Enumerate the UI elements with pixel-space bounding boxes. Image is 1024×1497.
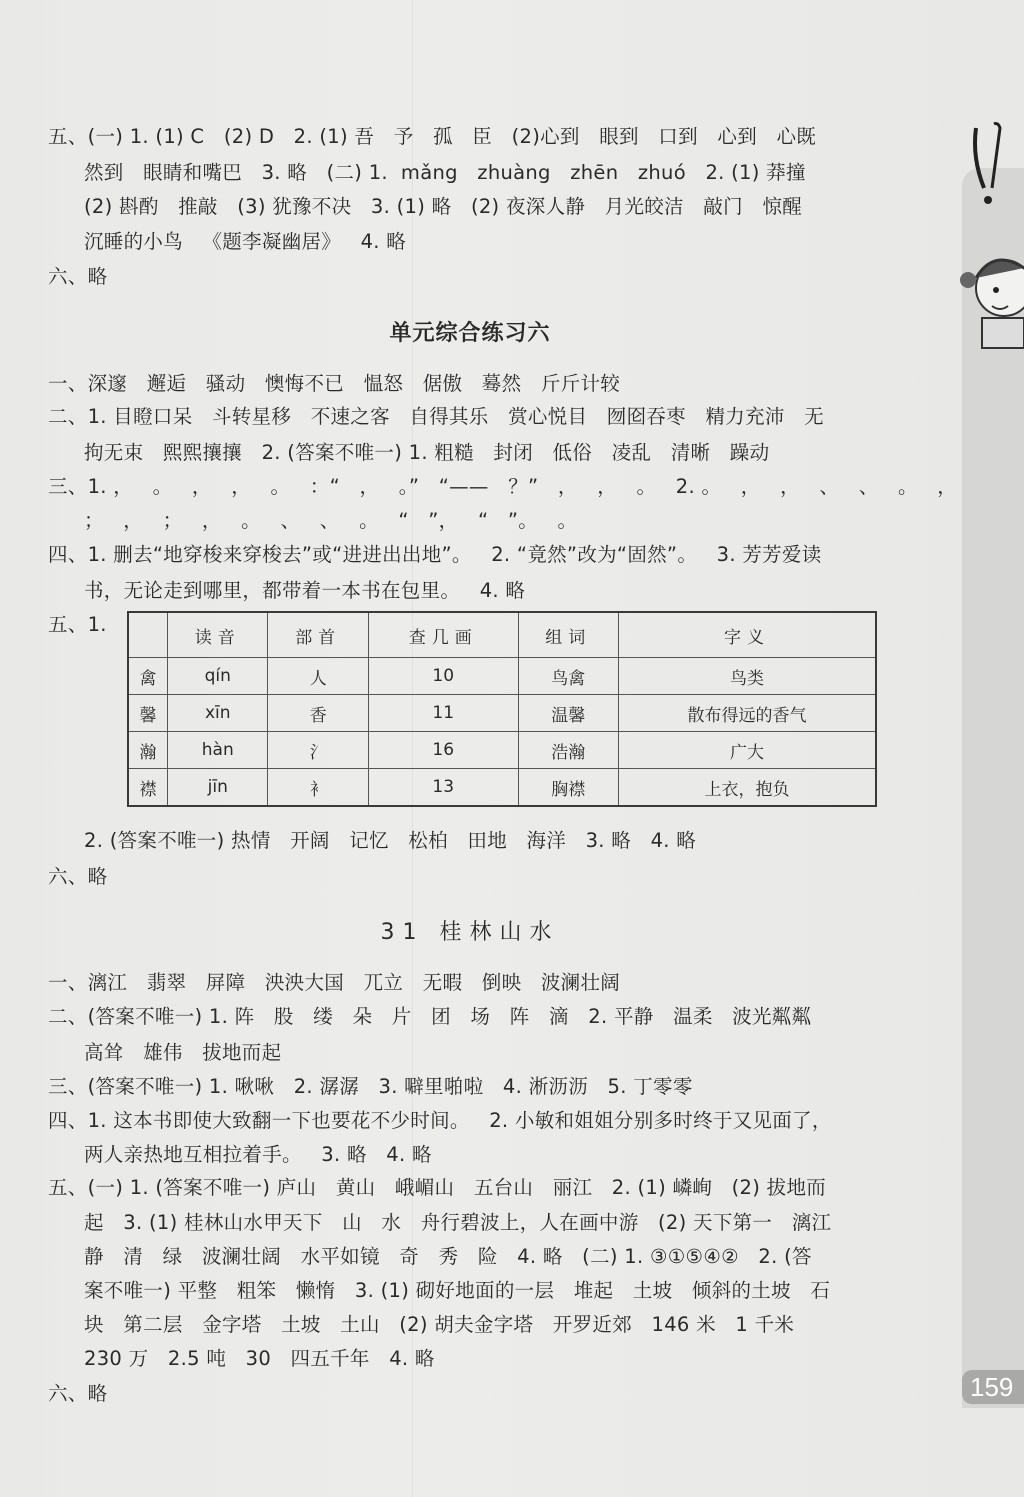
prev-line-5: 六、略 — [48, 265, 108, 288]
unit-line-5: ； ， ； ， 。 、 、 。 “ ”， “ ”。 。 — [84, 509, 578, 532]
table-row — [128, 658, 876, 695]
mascot-girl-icon — [954, 118, 1024, 358]
lesson-line-10: 案不唯一) 平整 粗笨 懒惰 3. (1) 砌好地面的一层 堆起 土坡 倾斜的土坡 石 — [84, 1279, 831, 1302]
prev-line-3: (2) 斟酌 推敲 (3) 犹豫不决 3. (1) 略 (2) 夜深人静 月光皎洁 敲门 惊醒 — [84, 195, 803, 218]
table-row — [128, 695, 876, 732]
table-cell: 氵 — [268, 732, 368, 769]
unit-line-10: 六、略 — [48, 865, 108, 888]
lesson-title: 31 桂林山水 — [380, 920, 560, 945]
table-cell: 温馨 — [518, 695, 618, 732]
table-cell: 浩瀚 — [518, 732, 618, 769]
table-header: 部首 — [268, 612, 368, 658]
lesson-line-1: 一、漓江 翡翠 屏障 泱泱大国 兀立 无暇 倒映 波澜壮阔 — [48, 971, 621, 994]
table-header: 查几画 — [368, 612, 518, 658]
table-header: 读音 — [168, 612, 268, 658]
table-row — [128, 732, 876, 769]
prev-line-4: 沉睡的小鸟 《题李凝幽居》 4. 略 — [84, 230, 407, 253]
table-cell: 11 — [368, 695, 518, 732]
table-cell: 瀚 — [128, 732, 168, 769]
table-cell: 鸟类 — [618, 658, 876, 695]
table-cell: xīn — [168, 695, 268, 732]
table-cell: 禽 — [128, 658, 168, 695]
unit-line-1: 一、深邃 邂逅 骚动 懊悔不已 愠怒 倨傲 蓦然 斤斤计较 — [48, 372, 621, 395]
table-cell: 广大 — [618, 732, 876, 769]
table-cell: 上衣，抱负 — [618, 769, 876, 807]
unit-review-title: 单元综合练习六 — [389, 321, 551, 346]
table-header: 字义 — [618, 612, 876, 658]
lesson-line-9: 静 清 绿 波澜壮阔 水平如镜 奇 秀 险 4. 略 (二) 1. ③①⑤④② 2. (答 — [84, 1245, 812, 1268]
unit-line-6: 四、1. 删去“地穿梭来穿梭去”或“进进出出地”。 2. “竟然”改为“固然”。 3. 芳芳爱读 — [48, 543, 822, 566]
table-cell: jīn — [168, 769, 268, 807]
table-cell: 衤 — [268, 769, 368, 807]
table-cell: 馨 — [128, 695, 168, 732]
table-cell: 香 — [268, 695, 368, 732]
lesson-line-5: 四、1. 这本书即使大致翻一下也要花不少时间。 2. 小敏和姐姐分别多时终于又见面了， — [48, 1109, 832, 1132]
prev-line-2: 然到 眼睛和嘴巴 3. 略 (二) 1. mǎng zhuàng zhēn zhuó 2. (1) 莽撞 — [84, 161, 806, 184]
lesson-line-2: 二、(答案不唯一) 1. 阵 股 缕 朵 片 团 场 阵 滴 2. 平静 温柔 波光粼粼 — [48, 1005, 812, 1028]
table-cell: 襟 — [128, 769, 168, 807]
unit-line-9: 2. (答案不唯一) 热情 开阔 记忆 松柏 田地 海洋 3. 略 4. 略 — [84, 829, 697, 852]
table-cell: 人 — [268, 658, 368, 695]
character-table — [127, 611, 877, 807]
table-cell: 16 — [368, 732, 518, 769]
unit-line-2: 二、1. 目瞪口呆 斗转星移 不速之客 自得其乐 赏心悦目 囫囵吞枣 精力充沛 无 — [48, 405, 824, 428]
unit-line-8: 五、1. — [48, 613, 107, 636]
lesson-line-13: 六、略 — [48, 1382, 108, 1405]
table-header-row — [128, 612, 876, 658]
lesson-line-11: 块 第二层 金字塔 土坡 土山 (2) 胡夫金字塔 开罗近郊 146 米 1 千米 — [84, 1313, 795, 1336]
page-number: 159 — [962, 1370, 1024, 1404]
table-cell: 10 — [368, 658, 518, 695]
prev-line-1: 五、(一) 1. (1) C (2) D 2. (1) 吾 予 孤 臣 (2)心到 眼到 口到 心到 心既 — [48, 125, 817, 148]
table-header — [128, 612, 168, 658]
unit-line-3: 拘无束 熙熙攘攘 2. (答案不唯一) 1. 粗糙 封闭 低俗 凌乱 清晰 躁动 — [84, 441, 770, 464]
table-cell: hàn — [168, 732, 268, 769]
unit-line-4: 三、1. ， 。 ， ， 。 ：“ ， 。” “—— ？” ， ， 。 2. 。 ， ， 、 、 。 ， — [48, 475, 958, 498]
table-header: 组词 — [518, 612, 618, 658]
lesson-line-6: 两人亲热地互相拉着手。 3. 略 4. 略 — [84, 1143, 432, 1166]
unit-line-7: 书，无论走到哪里，都带着一本书在包里。 4. 略 — [84, 579, 526, 602]
table-cell: 胸襟 — [518, 769, 618, 807]
table-cell: qín — [168, 658, 268, 695]
lesson-line-4: 三、(答案不唯一) 1. 啾啾 2. 潺潺 3. 噼里啪啦 4. 淅沥沥 5. 丁零零 — [48, 1075, 693, 1098]
table-cell: 散布得远的香气 — [618, 695, 876, 732]
lesson-line-8: 起 3. (1) 桂林山水甲天下 山 水 舟行碧波上，人在画中游 (2) 天下第一 漓江 — [84, 1211, 832, 1234]
lesson-line-3: 高耸 雄伟 拔地而起 — [84, 1041, 282, 1064]
table-cell: 鸟禽 — [518, 658, 618, 695]
lesson-line-7: 五、(一) 1. (答案不唯一) 庐山 黄山 峨嵋山 五台山 丽江 2. (1) 嶙峋 (2) 拔地而 — [48, 1176, 827, 1199]
table-row — [128, 769, 876, 807]
lesson-line-12: 230 万 2.5 吨 30 四五千年 4. 略 — [84, 1347, 435, 1370]
table-cell: 13 — [368, 769, 518, 807]
